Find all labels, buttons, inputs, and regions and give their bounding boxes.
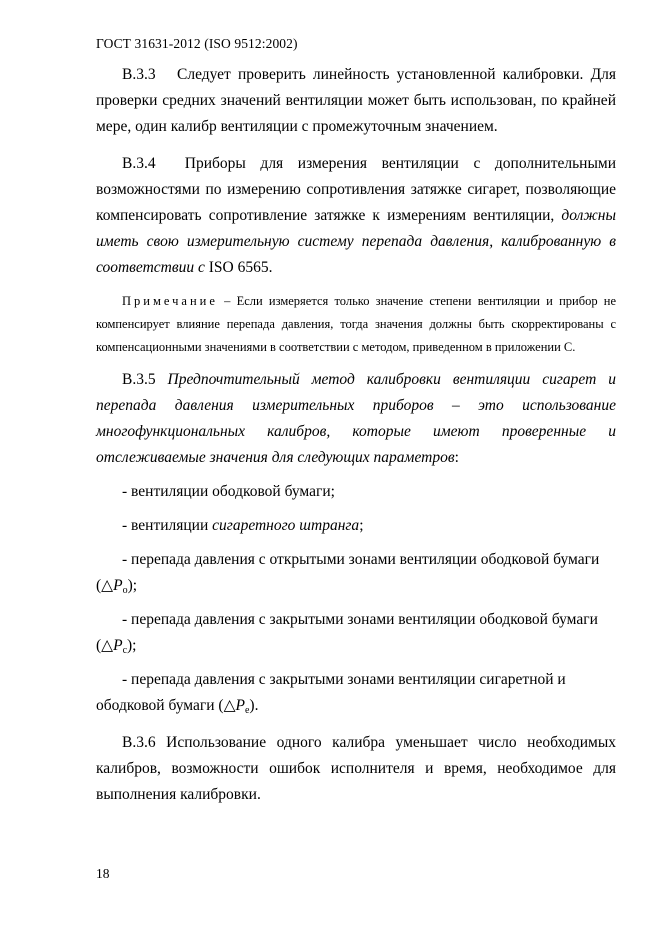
list-item-text: - вентиляции	[122, 517, 209, 534]
list-item	[96, 607, 616, 659]
list-item-italic: сигаретного штранга	[212, 517, 360, 534]
section-number: В.3.5	[122, 371, 156, 388]
note-label: Примечание	[122, 294, 218, 308]
punctuation: :	[454, 449, 459, 466]
note-paragraph	[96, 290, 616, 359]
formula-variable: P	[235, 697, 245, 714]
list-item-text: - перепада давления с закрытыми зонами вентиляции ободковой бумаги	[122, 611, 598, 628]
delta-symbol: (△	[96, 637, 114, 654]
formula	[96, 637, 136, 654]
formula-variable: P	[113, 577, 123, 594]
standard-reference: ISO 6565.	[208, 259, 273, 276]
formula	[218, 697, 258, 714]
page-body	[96, 62, 616, 808]
formula-variable: P	[113, 637, 123, 654]
paragraph-text: Использование одного калибра уменьшает число необходимых калибров, возможности ошибок исполнителя и время, необходимое для выполнения калибровки.	[96, 734, 616, 803]
formula-subscript: o	[122, 585, 128, 596]
formula-subscript: c	[122, 645, 128, 656]
delta-symbol: (△	[96, 577, 114, 594]
paragraph-text: Приборы для измерения вентиляции с дополнительными возможностями по измерению сопротивления затяжке сигарет, позволяющие компенсировать сопротивление затяжке к измерениям вентиляции,	[96, 155, 616, 224]
section-number: В.3.4	[122, 155, 156, 172]
list-item	[96, 667, 616, 719]
delta-symbol: (△	[218, 697, 236, 714]
list-item	[96, 547, 616, 599]
page-number: 18	[96, 866, 110, 881]
paragraph-b33	[96, 62, 616, 140]
list-item-text: - перепада давления с открытыми зонами вентиляции ободковой бумаги	[122, 551, 600, 568]
punctuation: ;	[359, 517, 364, 534]
punctuation: ).	[249, 697, 259, 714]
section-number: В.3.6	[122, 734, 156, 751]
paragraph-text: Следует проверить линейность установленной калибровки. Для проверки средних значений вентиляции может быть использован, по крайней мере, один калибр вентиляции с промежуточным значением.	[96, 66, 617, 135]
paragraph-italic-text: Предпочтительный метод калибровки вентиляции сигарет и перепада давления измерительных приборов – это использование многофункциональных калибров, которые имеют проверенные и отслеживаемые значения для следующих параметров	[96, 371, 616, 466]
paragraph-b36	[96, 730, 616, 808]
paragraph-b34	[96, 151, 616, 281]
paragraph-italic-text: должны иметь свою измерительную систему перепада давления, калиброванную в соответствии с	[96, 207, 616, 276]
section-number: В.3.3	[122, 66, 156, 83]
list-item-text: - перепада давления с закрытыми зонами вентиляции сигаретной и ободковой бумаги	[96, 671, 566, 714]
document-header: ГОСТ 31631-2012 (ISO 9512:2002)	[96, 36, 298, 51]
punctuation: );	[127, 637, 137, 654]
list-item	[96, 513, 616, 539]
list-item: - вентиляции ободковой бумаги;	[122, 483, 335, 500]
formula	[96, 577, 137, 594]
punctuation: );	[127, 577, 138, 594]
formula-subscript: e	[244, 705, 250, 716]
paragraph-b35	[96, 367, 616, 471]
note-text: – Если измеряется только значение степени вентиляции и прибор не компенсирует влияние перепада давления, тогда значения должны быть скорректированы с компенсационными значениями в соответствии с методом, приведенном в приложении С.	[96, 294, 617, 354]
